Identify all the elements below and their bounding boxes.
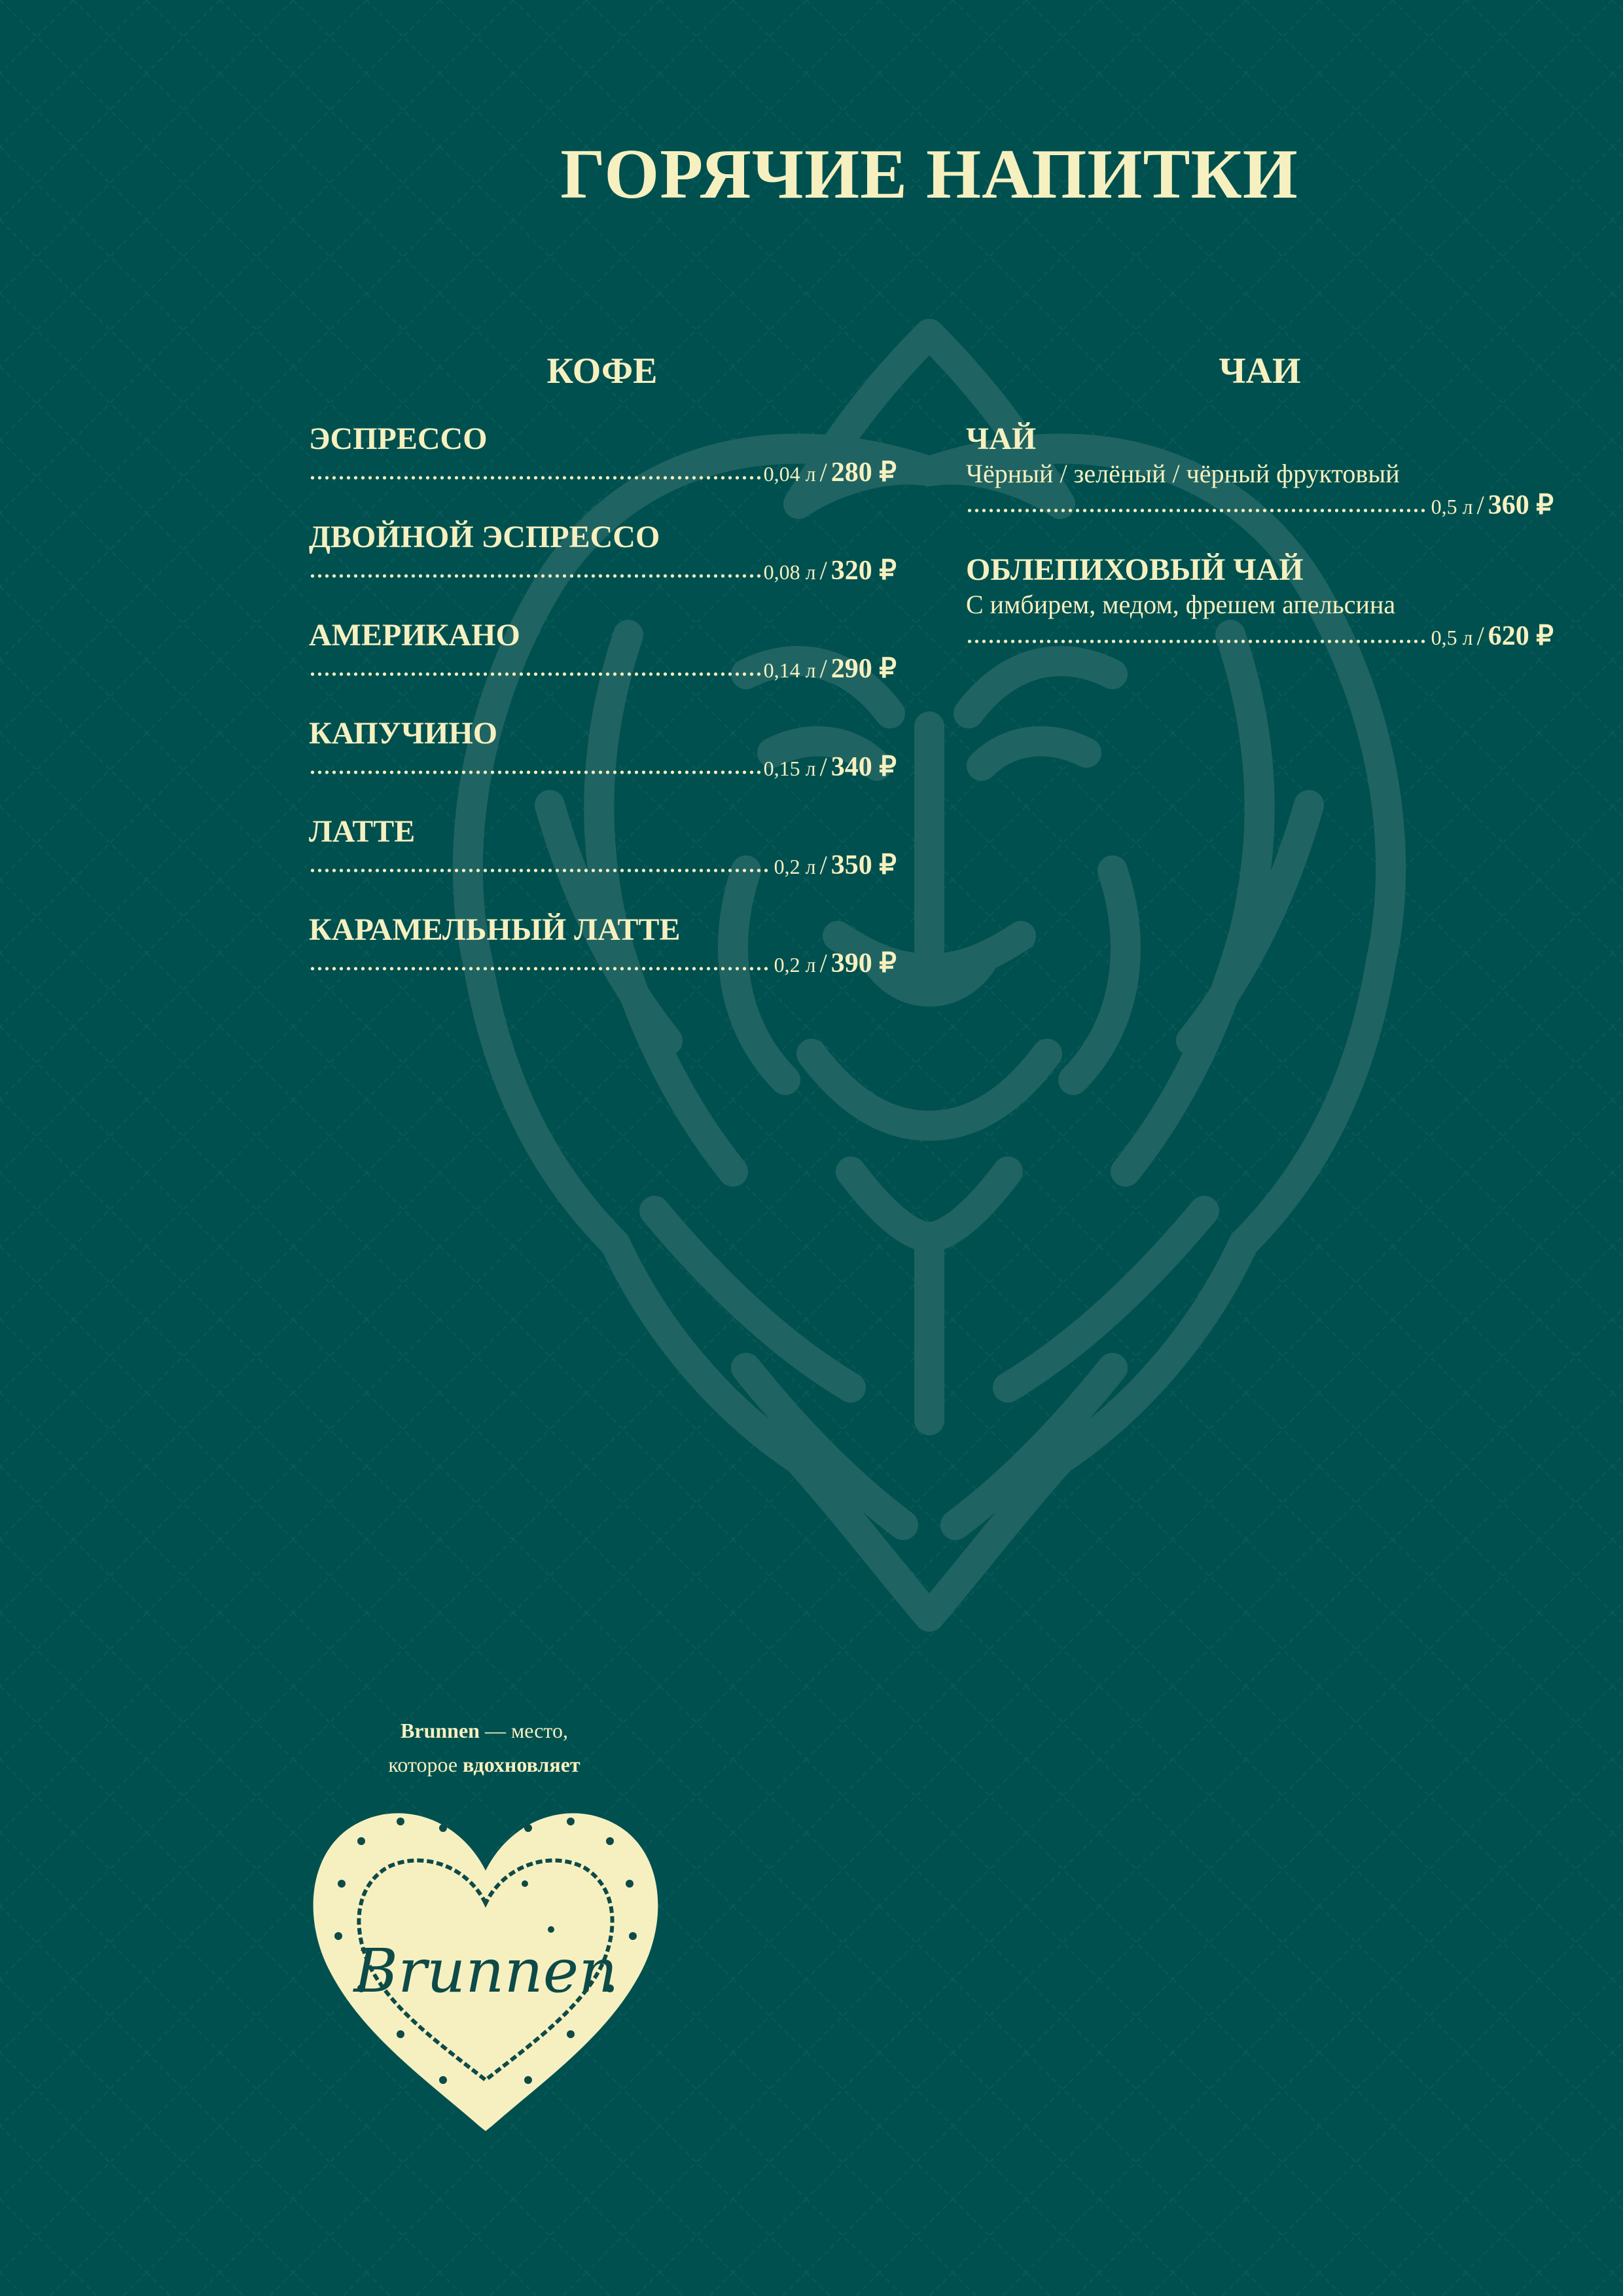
heart-logo-text: Brunnen <box>353 1936 618 2006</box>
item-name: АМЕРИКАНО <box>309 618 520 653</box>
item-price: 620 ₽ <box>1488 621 1554 651</box>
tea-list <box>966 421 1554 683</box>
price-row <box>309 850 897 880</box>
item-name: ЧАЙ <box>966 422 1037 456</box>
item-volume: 0,15 л <box>763 757 816 780</box>
dot-leader <box>309 573 761 579</box>
item-description: С имбирем, медом, фрешем апельсина <box>966 590 1396 619</box>
brand-tagline <box>308 1713 661 1782</box>
menu-item-tea <box>966 421 1554 552</box>
item-price: 280 ₽ <box>830 457 897 488</box>
price-row <box>966 490 1554 520</box>
coffee-section-title: КОФЕ <box>546 351 658 391</box>
item-name: ОБЛЕПИХОВЫЙ ЧАЙ <box>966 552 1304 587</box>
separator: / <box>819 556 827 585</box>
tagline-text: — место, <box>479 1719 568 1742</box>
menu-item-americano <box>309 617 897 715</box>
price-row <box>309 752 897 782</box>
dot-leader <box>309 966 772 971</box>
item-name: КАПУЧИНО <box>309 716 498 751</box>
item-volume: 0,2 л <box>774 953 816 977</box>
coffee-list <box>309 421 897 1010</box>
tagline-emphasis: вдохновляет <box>463 1753 580 1776</box>
tea-section-title: ЧАИ <box>1219 351 1301 391</box>
separator: / <box>819 850 827 880</box>
item-price: 390 ₽ <box>830 948 897 978</box>
item-name: КАРАМЕЛЬНЫЙ ЛАТТЕ <box>309 912 681 947</box>
item-name: ЭСПРЕССО <box>309 422 488 456</box>
dot-leader <box>309 672 761 677</box>
heart-logo-icon <box>302 1792 669 2132</box>
dot-leader <box>309 475 761 480</box>
dot-leader <box>966 639 1429 644</box>
item-volume: 0,2 л <box>774 855 816 878</box>
price-row <box>966 621 1554 651</box>
item-price: 320 ₽ <box>830 556 897 586</box>
item-price: 360 ₽ <box>1488 490 1554 520</box>
dot-leader <box>966 508 1429 513</box>
menu-item-cappuccino <box>309 715 897 814</box>
item-name: ЛАТТЕ <box>309 814 416 849</box>
menu-item-latte <box>309 814 897 912</box>
menu-item-caramel-latte <box>309 912 897 1010</box>
dot-leader <box>309 868 772 873</box>
dot-leader <box>309 770 761 775</box>
tagline-text-2: которое <box>388 1753 463 1776</box>
page-title: ГОРЯЧИЕ НАПИТКИ <box>560 135 1298 213</box>
item-name: ДВОЙНОЙ ЭСПРЕССО <box>309 520 660 554</box>
item-volume: 0,04 л <box>763 462 816 486</box>
item-volume: 0,08 л <box>763 560 816 584</box>
item-volume: 0,5 л <box>1431 495 1473 518</box>
item-price: 340 ₽ <box>830 752 897 782</box>
separator: / <box>1476 621 1484 651</box>
menu-item-sea-buckthorn-tea <box>966 552 1554 683</box>
item-price: 350 ₽ <box>830 850 897 880</box>
tagline-brand: Brunnen <box>401 1719 480 1742</box>
separator: / <box>1476 490 1484 520</box>
menu-item-espresso <box>309 421 897 519</box>
item-volume: 0,5 л <box>1431 626 1473 649</box>
item-description: Чёрный / зелёный / чёрный фруктовый <box>966 459 1400 488</box>
menu-item-double-espresso <box>309 519 897 617</box>
price-row <box>309 457 897 488</box>
separator: / <box>819 654 827 683</box>
price-row <box>309 948 897 978</box>
item-volume: 0,14 л <box>763 658 816 682</box>
separator: / <box>819 752 827 781</box>
separator: / <box>819 948 827 978</box>
separator: / <box>819 457 827 487</box>
item-price: 290 ₽ <box>830 654 897 684</box>
price-row <box>309 556 897 586</box>
price-row <box>309 654 897 684</box>
